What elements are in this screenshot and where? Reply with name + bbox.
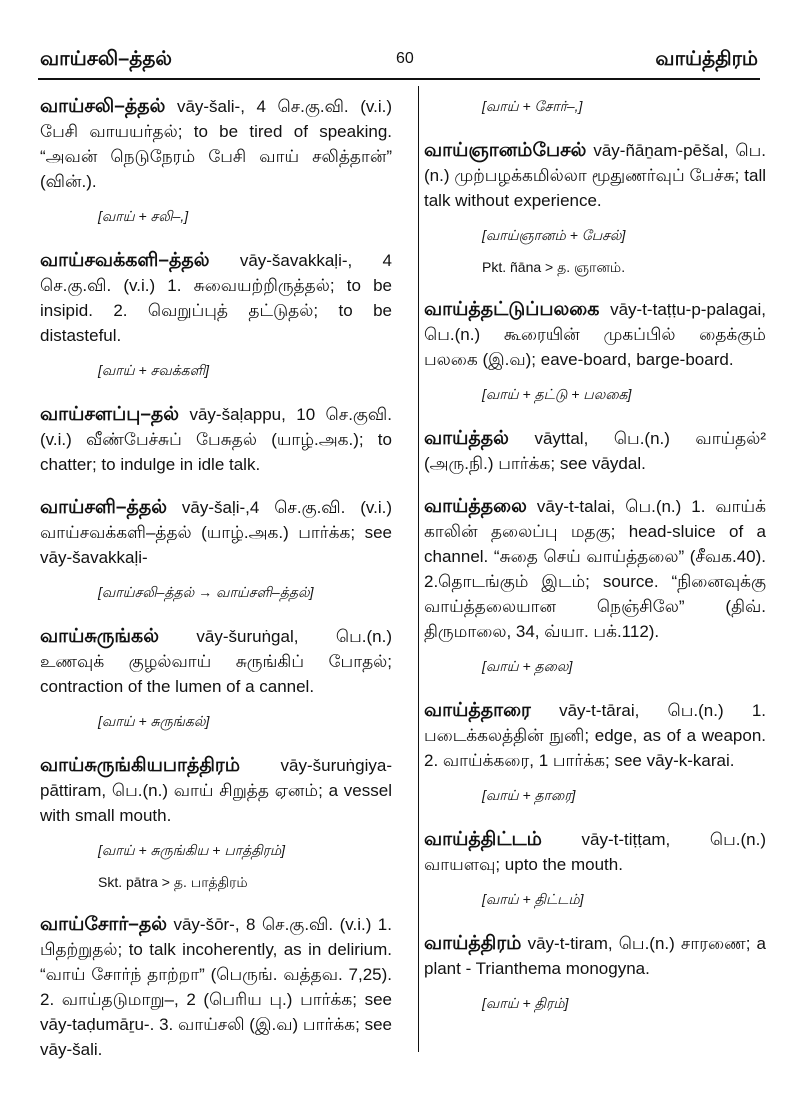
entry-body: vāy-t-tiram, பெ.(n.) சாரணை; a plant - Trianthema monogyna. (424, 934, 766, 978)
entry-etymology: [வாய்சலி–த்தல் → வாய்சளி–த்தல்] (98, 584, 314, 600)
entry-headword: வாய்சளப்பு–தல் (40, 404, 180, 425)
entry-etymology: [வாய் + தட்டு + பலகை] (482, 386, 632, 402)
entry-body: vāy-šaḷi-,4 செ.கு.வி. (v.i.) வாய்சவக்களி–த்தல் (யாழ்.அக.) பார்க்க; see vāy-šavakkaḷi- (40, 498, 392, 567)
left-column (40, 94, 392, 1080)
entry-headword: வாய்ஞானம்பேசல் (424, 140, 587, 161)
entry-etymology: [வாய் + சலி–,] (98, 208, 189, 224)
entry-headword: வாய்த்தட்டுப்பலகை (424, 299, 600, 320)
entry-headword: வாய்சவக்களி–த்தல் (40, 250, 210, 271)
entry-body: vāy-šavakkaḷi-, 4 செ.கு.வி. (v.i.) 1. சுவையற்றிருத்தல்; to be insipid. 2. வெறுப்புத் தட்டுதல்; to be distasteful. (40, 251, 392, 345)
dictionary-entry (40, 402, 392, 477)
right-column (424, 94, 766, 1035)
entry-etymology: [வாய் + சுருங்கல்] (98, 713, 210, 729)
entry-etymology: [வாய் + தலை] (482, 658, 573, 674)
entry-body: vāy-šuruṅgal, பெ.(n.) உணவுக் குழல்வாய் சுருங்கிப் போதல்; contraction of the lumen of a cannel. (40, 627, 392, 696)
dictionary-entry (424, 297, 766, 372)
entry-headword: வாய்த்தல் (424, 428, 509, 449)
dictionary-entry (424, 931, 766, 981)
entry-body: vāyttal, பெ.(n.) வாய்தல்² (அரு.நி.) பார்க்க; see vāydal. (424, 429, 766, 473)
entry-etymology: [வாய் + சுருங்கிய + பாத்திரம்] (98, 842, 286, 858)
dictionary-entry (40, 912, 392, 1062)
entry-headword: வாய்சுருங்கியபாத்திரம் (40, 755, 241, 776)
column-divider (418, 86, 419, 1052)
entry-headword: வாய்த்தலை (424, 496, 527, 517)
entry-headword: வாய்சோர்–தல் (40, 914, 167, 935)
entry-etymology: [வாய்ஞானம் + பேசல்] (482, 227, 626, 243)
dictionary-entry (40, 753, 392, 828)
header-last-headword: வாய்த்திரம் (655, 48, 758, 70)
entry-loanword-note: Skt. pātra > த. பாத்திரம் (98, 874, 248, 890)
dictionary-entry (424, 426, 766, 476)
dictionary-entry (424, 494, 766, 644)
header-rule (38, 78, 760, 80)
continuation-etymology: [வாய் + சோர்–,] (482, 98, 583, 114)
entry-etymology: [வாய் + சவக்களி] (98, 362, 209, 378)
entry-body: vāy-t-tārai, பெ.(n.) 1. படைக்கலத்தின் நுனி; edge, as of a weapon. 2. வாய்க்கரை, 1 பார்க்க; see vāy-k-karai. (424, 701, 766, 770)
entry-etymology: [வாய் + தாரை] (482, 787, 576, 803)
entry-body: vāy-šaḷappu, 10 செ.குவி. (v.i.) வீண்பேச்சுப் பேசுதல் (யாழ்.அக.); to chatter; to indulge in idle talk. (40, 405, 392, 474)
dictionary-entry (40, 495, 392, 570)
entry-headword: வாய்த்தாரை (424, 700, 531, 721)
entry-headword: வாய்த்திட்டம் (424, 829, 542, 850)
entry-body: vāy-t-taṭṭu-p-palagai, பெ.(n.) கூரையின் முகப்பில் தைக்கும் பலகை (இ.வ); eave-board, barge-board. (424, 300, 766, 369)
page-number: 60 (396, 50, 414, 67)
entry-loanword-note: Pkt. ñāna > த. ஞானம். (482, 259, 626, 275)
entry-body: vāy-ñāṉam-pēšal, பெ.(n.) முற்பழக்கமில்லா மூதுணர்வுப் பேச்சு; tall talk without experience. (424, 141, 766, 210)
entry-body: vāy-t-talai, பெ.(n.) 1. வாய்க் காலின் தலைப்பு மதகு; head-sluice of a channel. “சுதை செய் வாய்த்தலை” (சீவக.40). 2.தொடங்கும் இடம்; source. “நினைவுக்கு வாய்த்தலையான நெஞ்சிலே” (திவ். திருமாலை, 34, வ்யா. பக்.112). (424, 497, 766, 641)
entry-body: vāy-šōr-, 8 செ.கு.வி. (v.i.) 1. பிதற்றுதல்; to talk incoherently, as in delirium. “வாய் சோர்ந் தாற்றா” (பெருங். வத்தவ. 7,25). 2. வாய்தடுமாறு–, 2 (பெரிய பு.) பார்க்க; see vāy-taḍumāṟu-. 3. வாய்சலி (இ.வ) பார்க்க; see vāy-šali. (40, 915, 392, 1059)
dictionary-entry (424, 827, 766, 877)
header-first-headword: வாய்சலி–த்தல் (40, 48, 172, 70)
entry-body: vāy-t-tiṭṭam, பெ.(n.) வாயளவு; upto the mouth. (424, 830, 766, 874)
entry-headword: வாய்சளி–த்தல் (40, 497, 168, 518)
page-header (0, 44, 800, 76)
dictionary-entry (424, 138, 766, 213)
dictionary-entry (424, 698, 766, 773)
dictionary-entry (40, 624, 392, 699)
entry-etymology: [வாய் + திட்டம்] (482, 891, 584, 907)
entry-headword: வாய்த்திரம் (424, 933, 522, 954)
entry-headword: வாய்சுருங்கல் (40, 626, 159, 647)
entry-headword: வாய்சலி–த்தல் (40, 96, 166, 117)
dictionary-entry (40, 94, 392, 194)
entry-body: vāy-šali-, 4 செ.கு.வி. (v.i.) பேசி வாயயர்தல்; to be tired of speaking. “அவன் நெடுநேரம் பேசி வாய் சலித்தான்” (வின்.). (40, 97, 392, 191)
entry-etymology: [வாய் + திரம்] (482, 995, 569, 1011)
dictionary-entry (40, 248, 392, 348)
entry-body: vāy-šuruṅgiya-pāttiram, பெ.(n.) வாய் சிறுத்த ஏனம்; a vessel with small mouth. (40, 756, 392, 825)
